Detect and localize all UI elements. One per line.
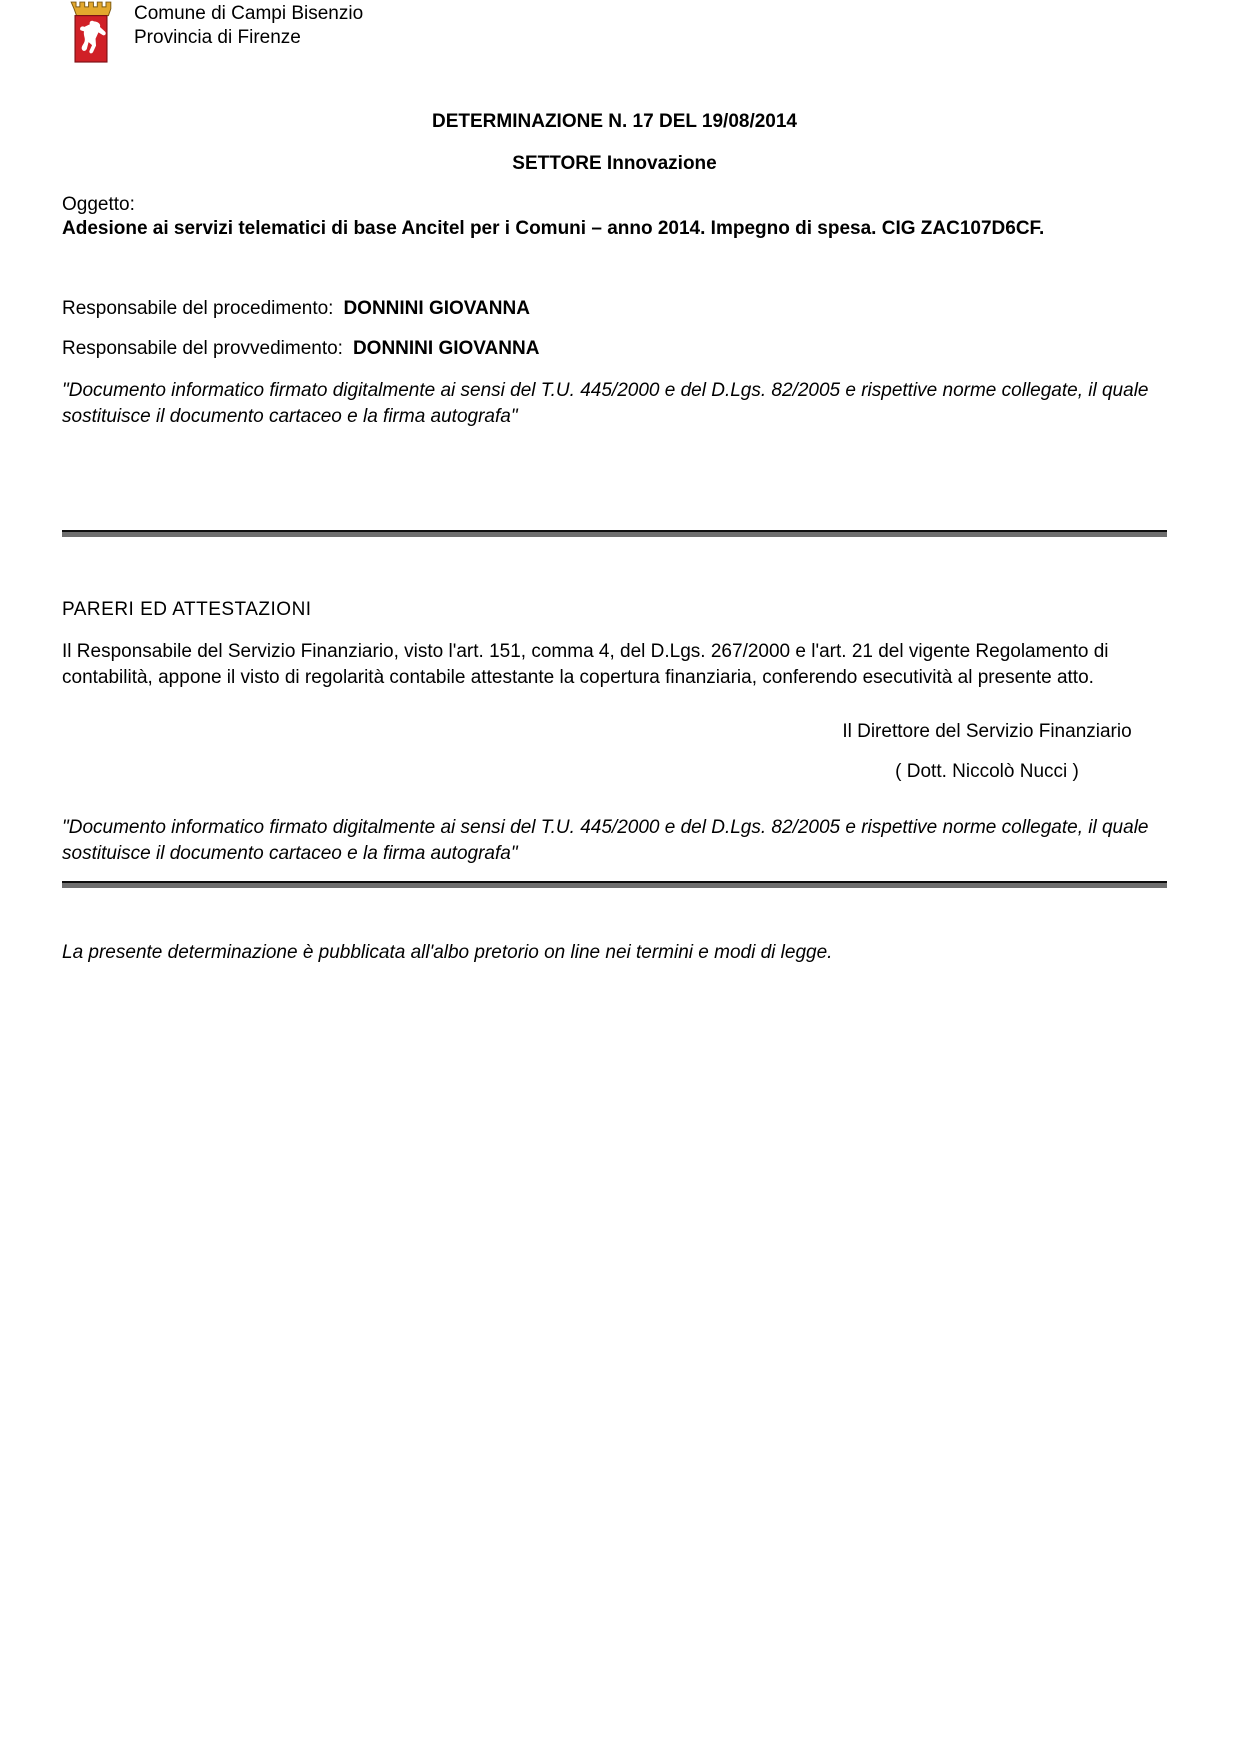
responsible-procedure-line — [62, 298, 1167, 320]
responsible-provision-line — [62, 338, 1167, 360]
pareri-body: Il Responsabile del Servizio Finanziario, visto l'art. 151, comma 4, del D.Lgs. 267/2000 e l'art. 21 del vigente Regolamento di contabilità, appone il visto di regolarità contabile attestante la copertura finanziaria, conferendo esecutività al presente atto. — [62, 641, 1109, 688]
subject-block — [62, 193, 1167, 241]
signatory-name: ( Dott. Niccolò Nucci ) — [895, 761, 1079, 782]
header-text — [134, 0, 363, 50]
responsible-provision-name: DONNINI GIOVANNA — [352, 338, 540, 359]
signatory-block — [62, 691, 1167, 783]
subject-label: Oggetto: — [62, 194, 135, 215]
province-name: Provincia di Firenze — [134, 27, 301, 48]
signatory-inner — [807, 691, 1167, 783]
document-header — [62, 0, 1167, 66]
document-sector: SETTORE Innovazione — [512, 153, 717, 174]
responsible-provision-label: Responsabile del provvedimento: — [62, 338, 343, 359]
digital-signature-note-2: "Documento informatico firmato digitalmente ai sensi del T.U. 445/2000 e del D.Lgs. 82/2005 e rispettive norme collegate, il quale sostituisce il documento cartaceo e la firma autografa" — [62, 817, 1149, 864]
document-title: DETERMINAZIONE N. 17 DEL 19/08/2014 — [432, 111, 797, 132]
responsible-procedure-name: DONNINI GIOVANNA — [343, 298, 530, 319]
section-divider — [62, 530, 1167, 537]
municipality-name: Comune di Campi Bisenzio — [134, 3, 364, 24]
publication-note: La presente determinazione è pubblicata all'albo pretorio on line nei termini e modi di legge. — [62, 942, 833, 963]
signatory-role: Il Direttore del Servizio Finanziario — [842, 721, 1132, 742]
pareri-heading: PARERI ED ATTESTAZIONI — [62, 599, 312, 620]
section-divider-2 — [62, 881, 1167, 888]
subject-text: Adesione ai servizi telematici di base Ancitel per i Comuni – anno 2014. Impegno di spesa. CIG ZAC107D6CF. — [62, 218, 1045, 239]
responsible-procedure-label: Responsabile del procedimento: — [62, 298, 334, 319]
digital-signature-note: "Documento informatico firmato digitalmente ai sensi del T.U. 445/2000 e del D.Lgs. 82/2005 e rispettive norme collegate, il quale sostituisce il documento cartaceo e la firma autografa" — [62, 380, 1149, 427]
coat-of-arms-icon — [62, 0, 120, 66]
